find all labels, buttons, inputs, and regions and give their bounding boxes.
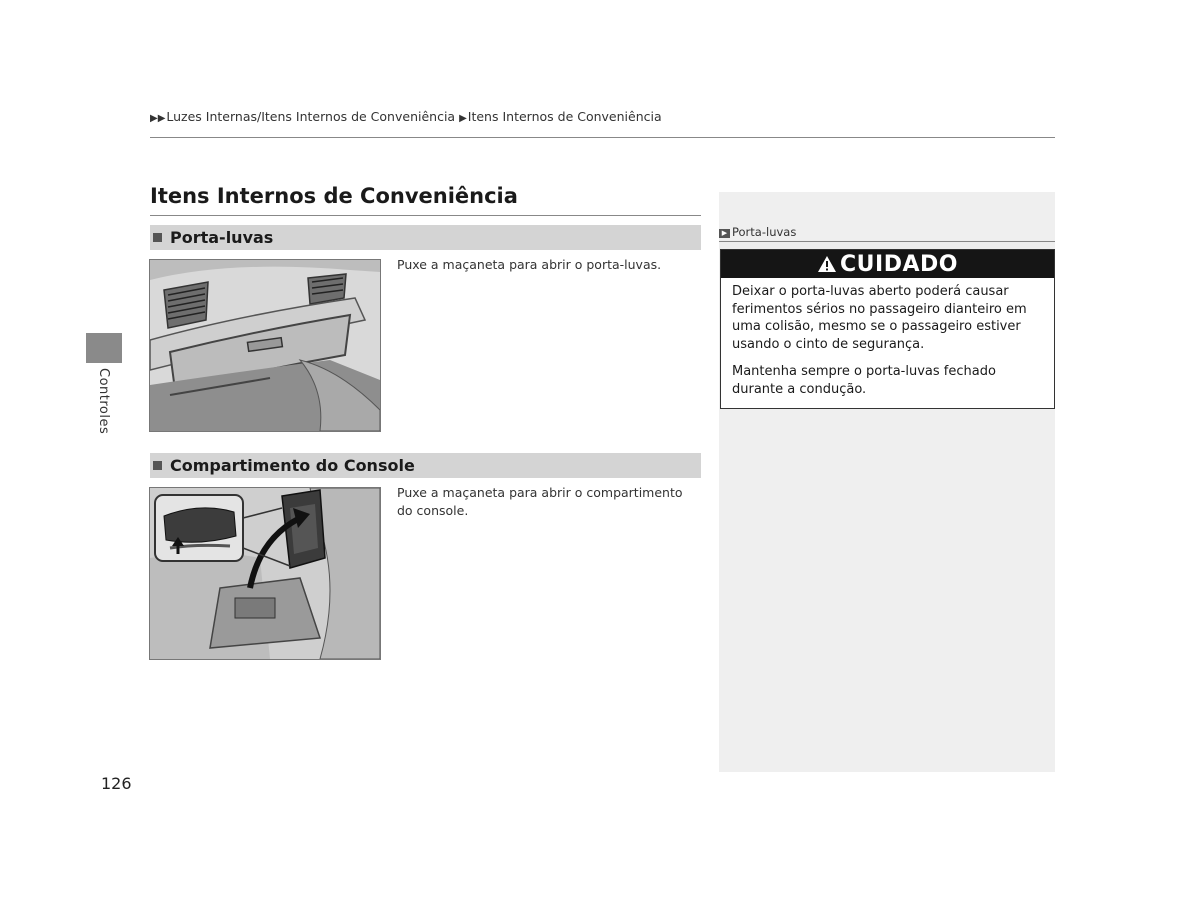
caution-header [721,250,1054,278]
caution-paragraph-1: Deixar o porta-luvas aberto poderá causar ferimentos sérios no passageiro dianteiro em uma colisão, mesmo se o passageiro estiver usando o cinto de segurança. [732,284,1027,352]
glove-box-illustration [149,259,381,432]
top-divider [150,137,1055,138]
section-header-porta-luvas [150,225,701,250]
note-divider [719,241,1055,242]
note-ref-label: Porta-luvas [732,225,797,239]
section-heading: Compartimento do Console [170,456,415,475]
section-text: Puxe a maçaneta para abrir o compartimento do console. [397,485,683,518]
title-divider [150,215,701,216]
caution-paragraph-2: Mantenha sempre o porta-luvas fechado durante a condução. [732,364,996,397]
console-compartment-illustration [149,487,381,660]
section-header-compartimento-console [150,453,701,478]
caution-body [732,283,1042,398]
page-number: 126 [101,774,132,793]
caution-box [720,249,1055,409]
note-ref-icon: ▶ [719,229,730,238]
note-reference [719,225,796,239]
square-bullet-icon [153,233,162,242]
chapter-tab [86,333,122,363]
caution-title: CUIDADO [840,251,958,277]
breadcrumb [150,109,662,124]
breadcrumb-part2[interactable]: Itens Internos de Conveniência [467,109,662,124]
section-text: Puxe a maçaneta para abrir o porta-luvas. [397,257,662,272]
arrow-icon: ▶ [459,113,467,124]
page-title: Itens Internos de Conveniência [150,184,518,208]
breadcrumb-part1[interactable]: Luzes Internas/Itens Internos de Conveniência [166,109,456,124]
chapter-tab-label: Controles [96,368,111,435]
square-bullet-icon [153,461,162,470]
section-heading: Porta-luvas [170,228,274,247]
double-arrow-icon: ▶▶ [150,113,166,124]
warning-triangle-icon [817,255,837,273]
